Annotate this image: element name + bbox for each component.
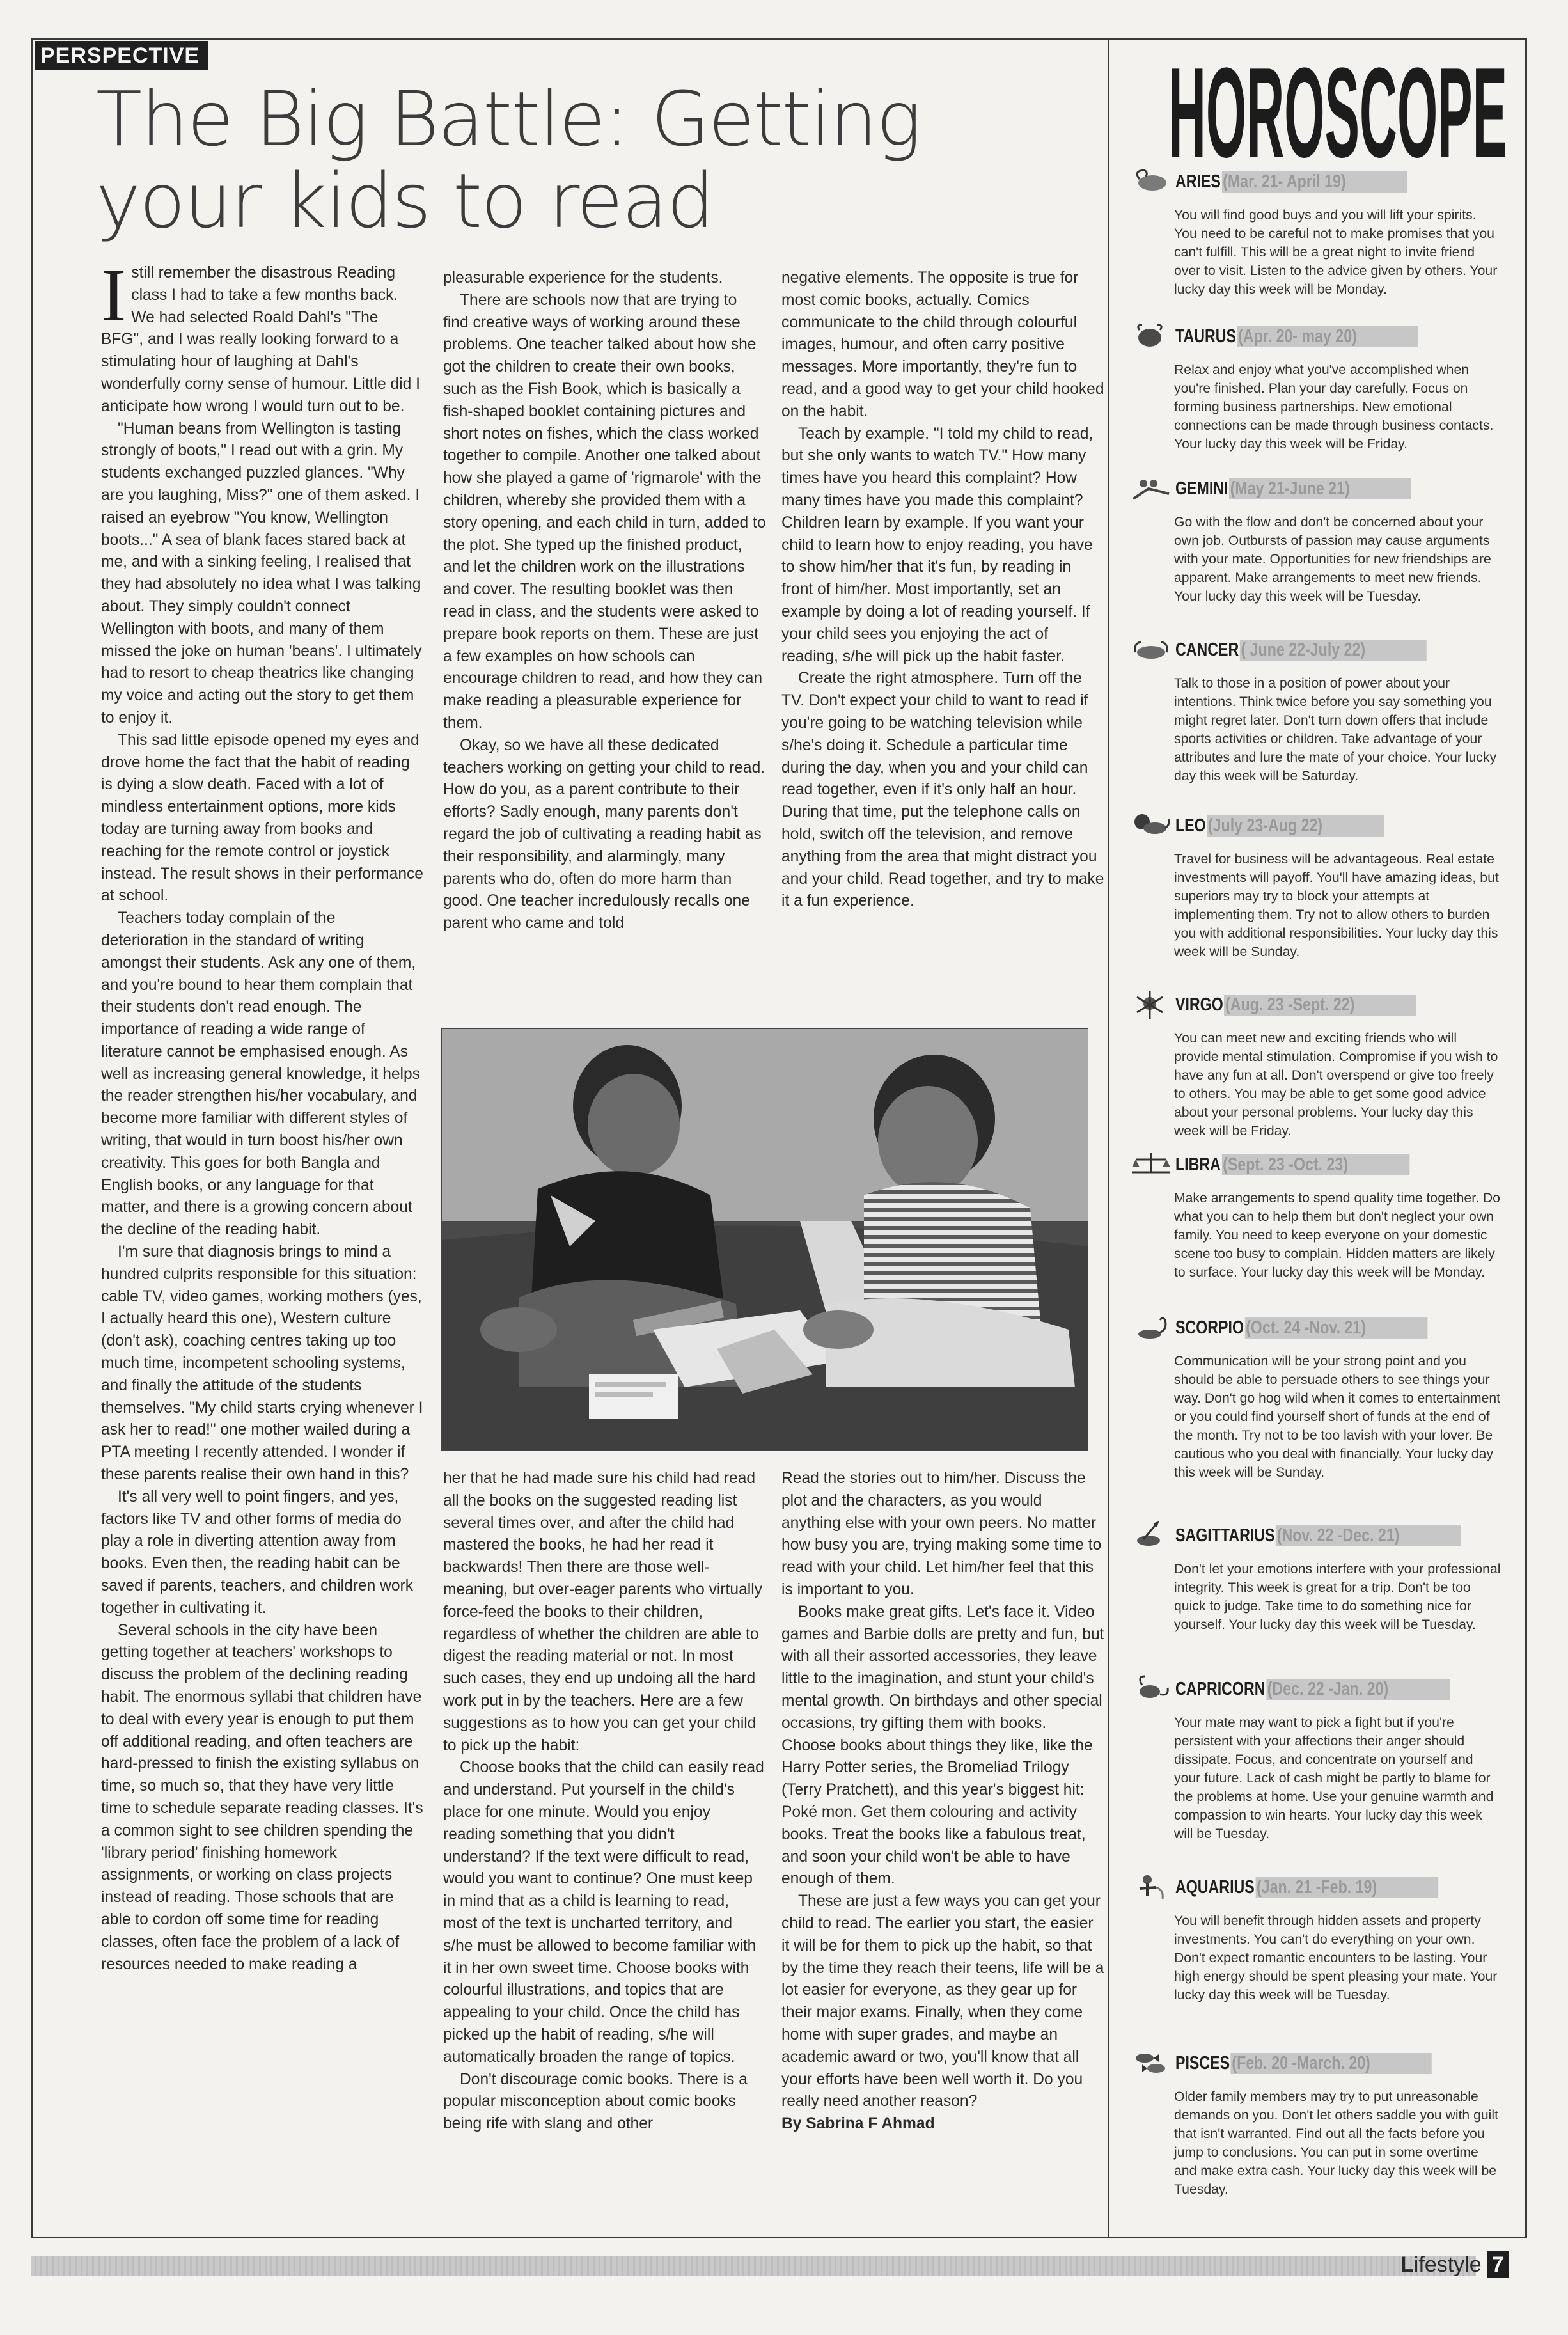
article-paragraph: Choose books that the child can easily read and understand. Put yourself in the child's place for one minute. Would you enjoy reading something that you didn't understand? If the text were difficult to read, would you want to continue? One must keep in mind that as a child is learning to read, most of the text is uncharted territory, and s/he must be allowed to become familiar with it in her own sweet time. Choose books with colourful illustrations, and topics that are appealing to your child. Once the child has picked up the habit of reading, s/he will automatically broaden the range of topics. — [443, 1759, 764, 2066]
sign-dates: (Nov. 22 -Dec. 21) — [1276, 1525, 1461, 1546]
sign-dates: ( June 22-July 22) — [1240, 640, 1427, 661]
horoscope-title-text: HOROSCOPE — [1168, 61, 1507, 163]
footer-band — [31, 2256, 1476, 2276]
sign-dates: (Oct. 24 -Nov. 21) — [1245, 1317, 1427, 1339]
byline: By Sabrina F Ahmad — [781, 2115, 935, 2133]
crab-icon — [1131, 636, 1172, 664]
column-divider — [1108, 38, 1109, 2238]
article-paragraph: Okay, so we have all these dedicated teachers working on getting your child to read. How do you, as a parent contribute to their efforts? Sadly enough, many parents don't regard the job of cultivating a reading habit as their responsibility, and alarmingly, many parents who do, often do more harm than good. One teacher incredulously recalls one parent who came and told — [443, 736, 765, 932]
article-column-5 — [781, 1468, 1104, 2135]
maiden-icon — [1131, 991, 1172, 1019]
sign-text: Travel for business will be advantageous. Real estate investments will payoff. You'll have amazing ideas, but superiors may try to block your attempts at implementing them. Try not to allow others to burden you with additional responsibilities. Your lucky day this week will be Sunday. — [1174, 852, 1499, 959]
article-paragraph: "Human beans from Wellington is tasting strongly of boots," I read out with a grin. My students exchanged puzzled glances. "Why are you laughing, Miss?" one of them asked. I raised an eyebrow "You know, Wellington boots..." A sea of blank faces stared back at me, and with a sinking feeling, I realised that they had absolutely no idea what I was talking about. They simply couldn't connect Wellington with boots, and many of them missed the joke on human 'beans'. I ultimately had to resort to cheap theatrics like changing my voice and acting out the story to get them to enjoy it. — [101, 420, 422, 727]
article-paragraph: Read the stories out to him/her. Discuss the plot and the characters, as you would anything else with your own peers. No matter how busy you are, trying making some time to read with your child. Let him/her feel that this is important to you. — [781, 1470, 1102, 1598]
article-column-2 — [443, 267, 766, 935]
horoscope-entry-sagittarius — [1131, 1525, 1501, 1634]
drop-cap: I — [101, 253, 127, 337]
horoscope-entry-pisces — [1131, 2053, 1501, 2199]
article-paragraph: Teachers today complain of the deterioration in the standard of writing amongst their students. Ask any one of them, and you're bound to hear them complain that their students don't read enough. The importance of reading a wide range of literature cannot be emphasised enough. As well as increasing general knowledge, it helps the reader strengthen his/her vocabulary, and become more familiar with different styles of writing, that would in turn boost his/her own creativity. This goes for both Bangla and English books, or any language for that matter, and there is a growing concern about the decline of the reading habit. — [101, 909, 420, 1239]
sign-dates: (July 23-Aug 22) — [1207, 815, 1384, 837]
sign-dates: (Feb. 20 -March. 20) — [1231, 2053, 1432, 2074]
sign-name: PISCES — [1175, 2053, 1230, 2073]
article-paragraph: Several schools in the city have been getting together at teachers' workshops to discuss the problem of the declining reading habit. The enormous syllabi that children have to deal with every year is enough to put them off additional reading, and often teachers are hard-pressed to finish the existing syllabus on time, so much so, that they have very little time to schedule separate reading classes. It's a common sight to see children spending the 'library period' finishing homework assignments, or working on class projects instead of reading. Those schools that are able to cordon off some time for reading classes, often face the problem of a lack of resources needed to make reading a — [101, 1621, 423, 1973]
fish-icon — [1131, 2049, 1172, 2077]
horoscope-entry-leo — [1131, 815, 1501, 961]
article-paragraph: her that he had made sure his child had read all the books on the suggested reading list several times over, and after the child had mastered the books, he had her read it backwards! Then there are those well-meaning, but over-eager parents who virtually force-feed the books to their children, regardless of whether the children are able to digest the reading material or not. In most such cases, they end up undoing all the hard work put in by the teachers. Here are a few suggestions as to how you can get your child to pick up the habit: — [443, 1470, 762, 1754]
sign-name: GEMINI — [1175, 478, 1228, 499]
sign-text: Go with the flow and don't be concerned about your own job. Outbursts of passion may cause arguments with your mate. Opportunities for new friendships are apparent. Make arrangements to meet new friends. Your lucky day this week will be Tuesday. — [1174, 515, 1491, 604]
bull-icon — [1131, 322, 1172, 350]
footer-brand — [1400, 2249, 1509, 2281]
sign-text: You can meet new and exciting friends who will provide mental stimulation. Compromise if you wish to have any fun at all. Don't overspend or give too freely to others. You may be able to get some good advice about your personal problems. Your lucky day this week will be Friday. — [1174, 1031, 1498, 1138]
article-paragraph: These are just a few ways you can get your child to read. The earlier you start, the easier it will be for them to pick up the habit, so that by the time they reach their teens, life will be a lot easier for everyone, as they gear up for their major exams. Finally, when they come home with super grades, and maybe an academic award or two, you'll know that all your efforts have been well worth it. Do you really need another reason? — [781, 1892, 1104, 2111]
horoscope-title — [1165, 61, 1510, 163]
sign-text: Relax and enjoy what you've accomplished when you're finished. Plan your day carefully. Focus on forming business partnerships. New emotional connections can be made through business contacts. Your lucky day this week will be Friday. — [1174, 363, 1494, 452]
sign-name: CAPRICORN — [1175, 1679, 1266, 1699]
twins-icon — [1131, 475, 1172, 503]
sign-name: SAGITTARIUS — [1175, 1525, 1275, 1546]
article-paragraph: Istill remember the disastrous Reading class I had to take a few months back. We had selected Roald Dahl's "The BFG", and I was really looking forward to a stimulating hour of laughing at Dahl's wonderfully corny sense of humour. Little did I anticipate how wrong I would turn out to be. — [101, 253, 420, 415]
sign-dates: (Mar. 21- April 19) — [1222, 171, 1407, 193]
horoscope-entry-cancer — [1131, 640, 1501, 785]
water-bearer-icon — [1131, 1873, 1172, 1901]
sign-dates: (Apr. 20- may 20) — [1237, 326, 1418, 347]
sign-name: AQUARIUS — [1175, 1877, 1255, 1898]
article-paragraph: This sad little episode opened my eyes and drove home the fact that the habit of reading is dying a slow death. Faced with a lot of mindless entertainment options, more kids today are turning away from books and reaching for the remote control or joystick instead. The result shows in their performance at school. — [101, 731, 423, 905]
sign-text: Make arrangements to spend quality time together. Do what you can to help them but don't neglect your own family. You need to keep everyone on your domestic scene too busy to complain. Hidden matters are likely to surface. Your lucky day this week will be Monday. — [1174, 1191, 1500, 1280]
photo-illustration — [442, 1029, 1088, 1451]
article-column-4 — [443, 1468, 766, 2135]
page-number: 7 — [1487, 2251, 1509, 2278]
headline: The Big Battle: Getting your kids to read — [96, 75, 921, 245]
sign-name: VIRGO — [1175, 995, 1223, 1015]
sign-dates: (Aug. 23 -Sept. 22) — [1224, 995, 1416, 1016]
article-column-3 — [781, 267, 1104, 913]
horoscope-entry-taurus — [1131, 326, 1501, 453]
article-paragraph: It's all very well to point fingers, and yes, factors like TV and other forms of media do play a role in diverting attention away from books. Even then, the reading habit can be saved if parents, teachers, and children work together in cultivating it. — [101, 1488, 414, 1617]
scorpion-icon — [1131, 1314, 1172, 1342]
brand-name: Lifestyle — [1400, 2252, 1482, 2277]
article-paragraph: pleasurable experience for the students. — [443, 269, 723, 287]
sign-text: Talk to those in a position of power about your intentions. Think twice before you say something you might regret later. Don't turn down offers that include sports activities or children. Take advantage of your attributes and lure the mate of your choice. Your lucky day this week will be Saturday. — [1174, 676, 1497, 783]
archer-icon — [1131, 1521, 1172, 1550]
section-tag: PERSPECTIVE — [35, 41, 208, 70]
horoscope-entry-virgo — [1131, 995, 1501, 1140]
sign-name: SCORPIO — [1175, 1317, 1244, 1338]
article-paragraph: negative elements. The opposite is true for most comic books, actually. Comics communicate to the child through colourful images, humour, and often carry positive messages. More importantly, they're fun to read, and a good way to get your child hooked on the habit. — [781, 269, 1104, 420]
sign-dates: (Jan. 21 -Feb. 19) — [1255, 1877, 1438, 1898]
ram-icon — [1131, 168, 1172, 196]
article-paragraph: I'm sure that diagnosis brings to mind a hundred culprits responsible for this situation: cable TV, video games, working mothers (yes, I actually heard this one), Western culture (don't ask), coaching centres taking up too much time, incompetent schooling systems, and finally the attitude of the students themselves. "My child starts crying whenever I ask her to read!" one mother wailed during a PTA meeting I recently attended. I wonder if these parents realise their own hand in this? — [101, 1243, 423, 1484]
article-paragraph: Create the right atmosphere. Turn off the TV. Don't expect your child to want to read if you're going to be watching television while s/he's doing it. Schedule a particular time during the day, when you and your child can read together, even if it's only half an hour. During that time, put the telephone calls on hold, switch off the television, and remove anything from the area that might distract you and your child. Read together, and try to make it a fun experience. — [781, 670, 1104, 910]
horoscope-entry-aries — [1131, 171, 1501, 299]
children-reading-photo — [441, 1028, 1088, 1451]
article-paragraph: Books make great gifts. Let's face it. Video games and Barbie dolls are pretty and fun, but with all their assorted accessories, they leave little to the imagination, and stunt your child's mental growth. On birthdays and other special occasions, try gifting them with books. Choose books about things they like, like the Harry Potter series, the Bromeliad Trilogy (Terry Pratchett), and this year's biggest hit: Poké mon. Get them colouring and activity books. Treat the books like a fabulous treat, and soon your child won't be able to have enough of them. — [781, 1603, 1104, 1888]
sign-text: You will find good buys and you will lift your spirits. You need to be careful not to make promises that you can't fulfill. This will be a great night to invite friend over to visit. Listen to the advice given by others. Your lucky day this week will be Monday. — [1174, 208, 1498, 297]
sign-dates: (Dec. 22 -Jan. 20) — [1266, 1679, 1450, 1700]
article-paragraph: There are schools now that are trying to find creative ways of working around these problems. One teacher talked about how she got the children to create their own books, such as the Fish Book, which is basically a fish-shaped booklet containing pictures and short notes on fishes, which the class worked together to compile. Another one talked about how she played a game of 'rigmarole' with the children, whereby she provided them with a story opening, and each child in turn, added to the plot. She typed up the finished product, and let the children work on the illustrations and cover. The resulting booklet was then read in class, and the students were asked to prepare book reports on them. These are just a few examples on how schools can encourage children to read, and how they can make reading a pleasurable experience for them. — [443, 291, 766, 732]
lion-icon — [1131, 812, 1172, 840]
sign-name: TAURUS — [1175, 326, 1236, 347]
sign-text: Older family members may try to put unreasonable demands on you. Don't let others saddle you with guilt that isn't warranted. Find out all the facts before you jump to conclusions. You can put in some overtime and make extra cash. Your lucky day this week will be Tuesday. — [1174, 2089, 1498, 2197]
sign-dates: (Sept. 23 -Oct. 23) — [1221, 1154, 1409, 1175]
sign-text: You will benefit through hidden assets and property investments. You can't do everything on your own. Don't expect romantic encounters to be lasting. Your high energy should be spent pleasing your mate. Your lucky day this week will be Tuesday. — [1174, 1914, 1498, 2002]
sign-name: LEO — [1175, 815, 1206, 836]
article-paragraph: Don't discourage comic books. There is a popular misconception about comic books being rife with slang and other — [443, 2070, 748, 2133]
sign-dates: (May 21-June 21) — [1229, 478, 1411, 499]
article-column-1 — [101, 253, 424, 1976]
sign-text: Don't let your emotions interfere with your professional integrity. This week is great for a trip. Don't be too quick to judge. Take time to do something nice for yourself. Your lucky day this week will be Tuesday. — [1174, 1562, 1501, 1632]
horoscope-entry-aquarius — [1131, 1877, 1501, 2004]
sign-name: CANCER — [1175, 640, 1239, 660]
scales-icon — [1131, 1151, 1172, 1179]
goat-icon — [1131, 1675, 1172, 1703]
horoscope-entry-capricorn — [1131, 1679, 1501, 1843]
sign-name: ARIES — [1175, 171, 1221, 192]
sign-text: Your mate may want to pick a fight but if you're persistent with your affections their anger should dissipate. Focus, and concentrate on yourself and your future. Lack of cash might be partly to blame for the problems at home. Use your genuine warmth and compassion to win hearts. Your lucky day this week will be Tuesday. — [1174, 1715, 1494, 1841]
sign-name: LIBRA — [1175, 1154, 1221, 1175]
sign-text: Communication will be your strong point and you should be able to persuade others to see things your way. Don't go hog wild when it comes to entertainment or you could find yourself short of funds at the end of the month. Try not to be too lavish with your lover. Be cautious who you deal with financially. Your lucky day this week will be Sunday. — [1174, 1354, 1501, 1480]
horoscope-entry-libra — [1131, 1154, 1501, 1282]
horoscope-entry-gemini — [1131, 478, 1501, 606]
horoscope-entry-scorpio — [1131, 1317, 1501, 1482]
article-paragraph: Teach by example. "I told my child to read, but she only wants to watch TV." How many times have you heard this complaint? How many times have you made this complaint? Children learn by example. If you want your child to learn how to enjoy reading, you have to show him/her that it's fun, by reading in front of him/her. Most importantly, set an example by doing a lot of reading yourself. If your child sees you enjoying the act of reading, s/he will pick up the habit faster. — [781, 425, 1094, 665]
